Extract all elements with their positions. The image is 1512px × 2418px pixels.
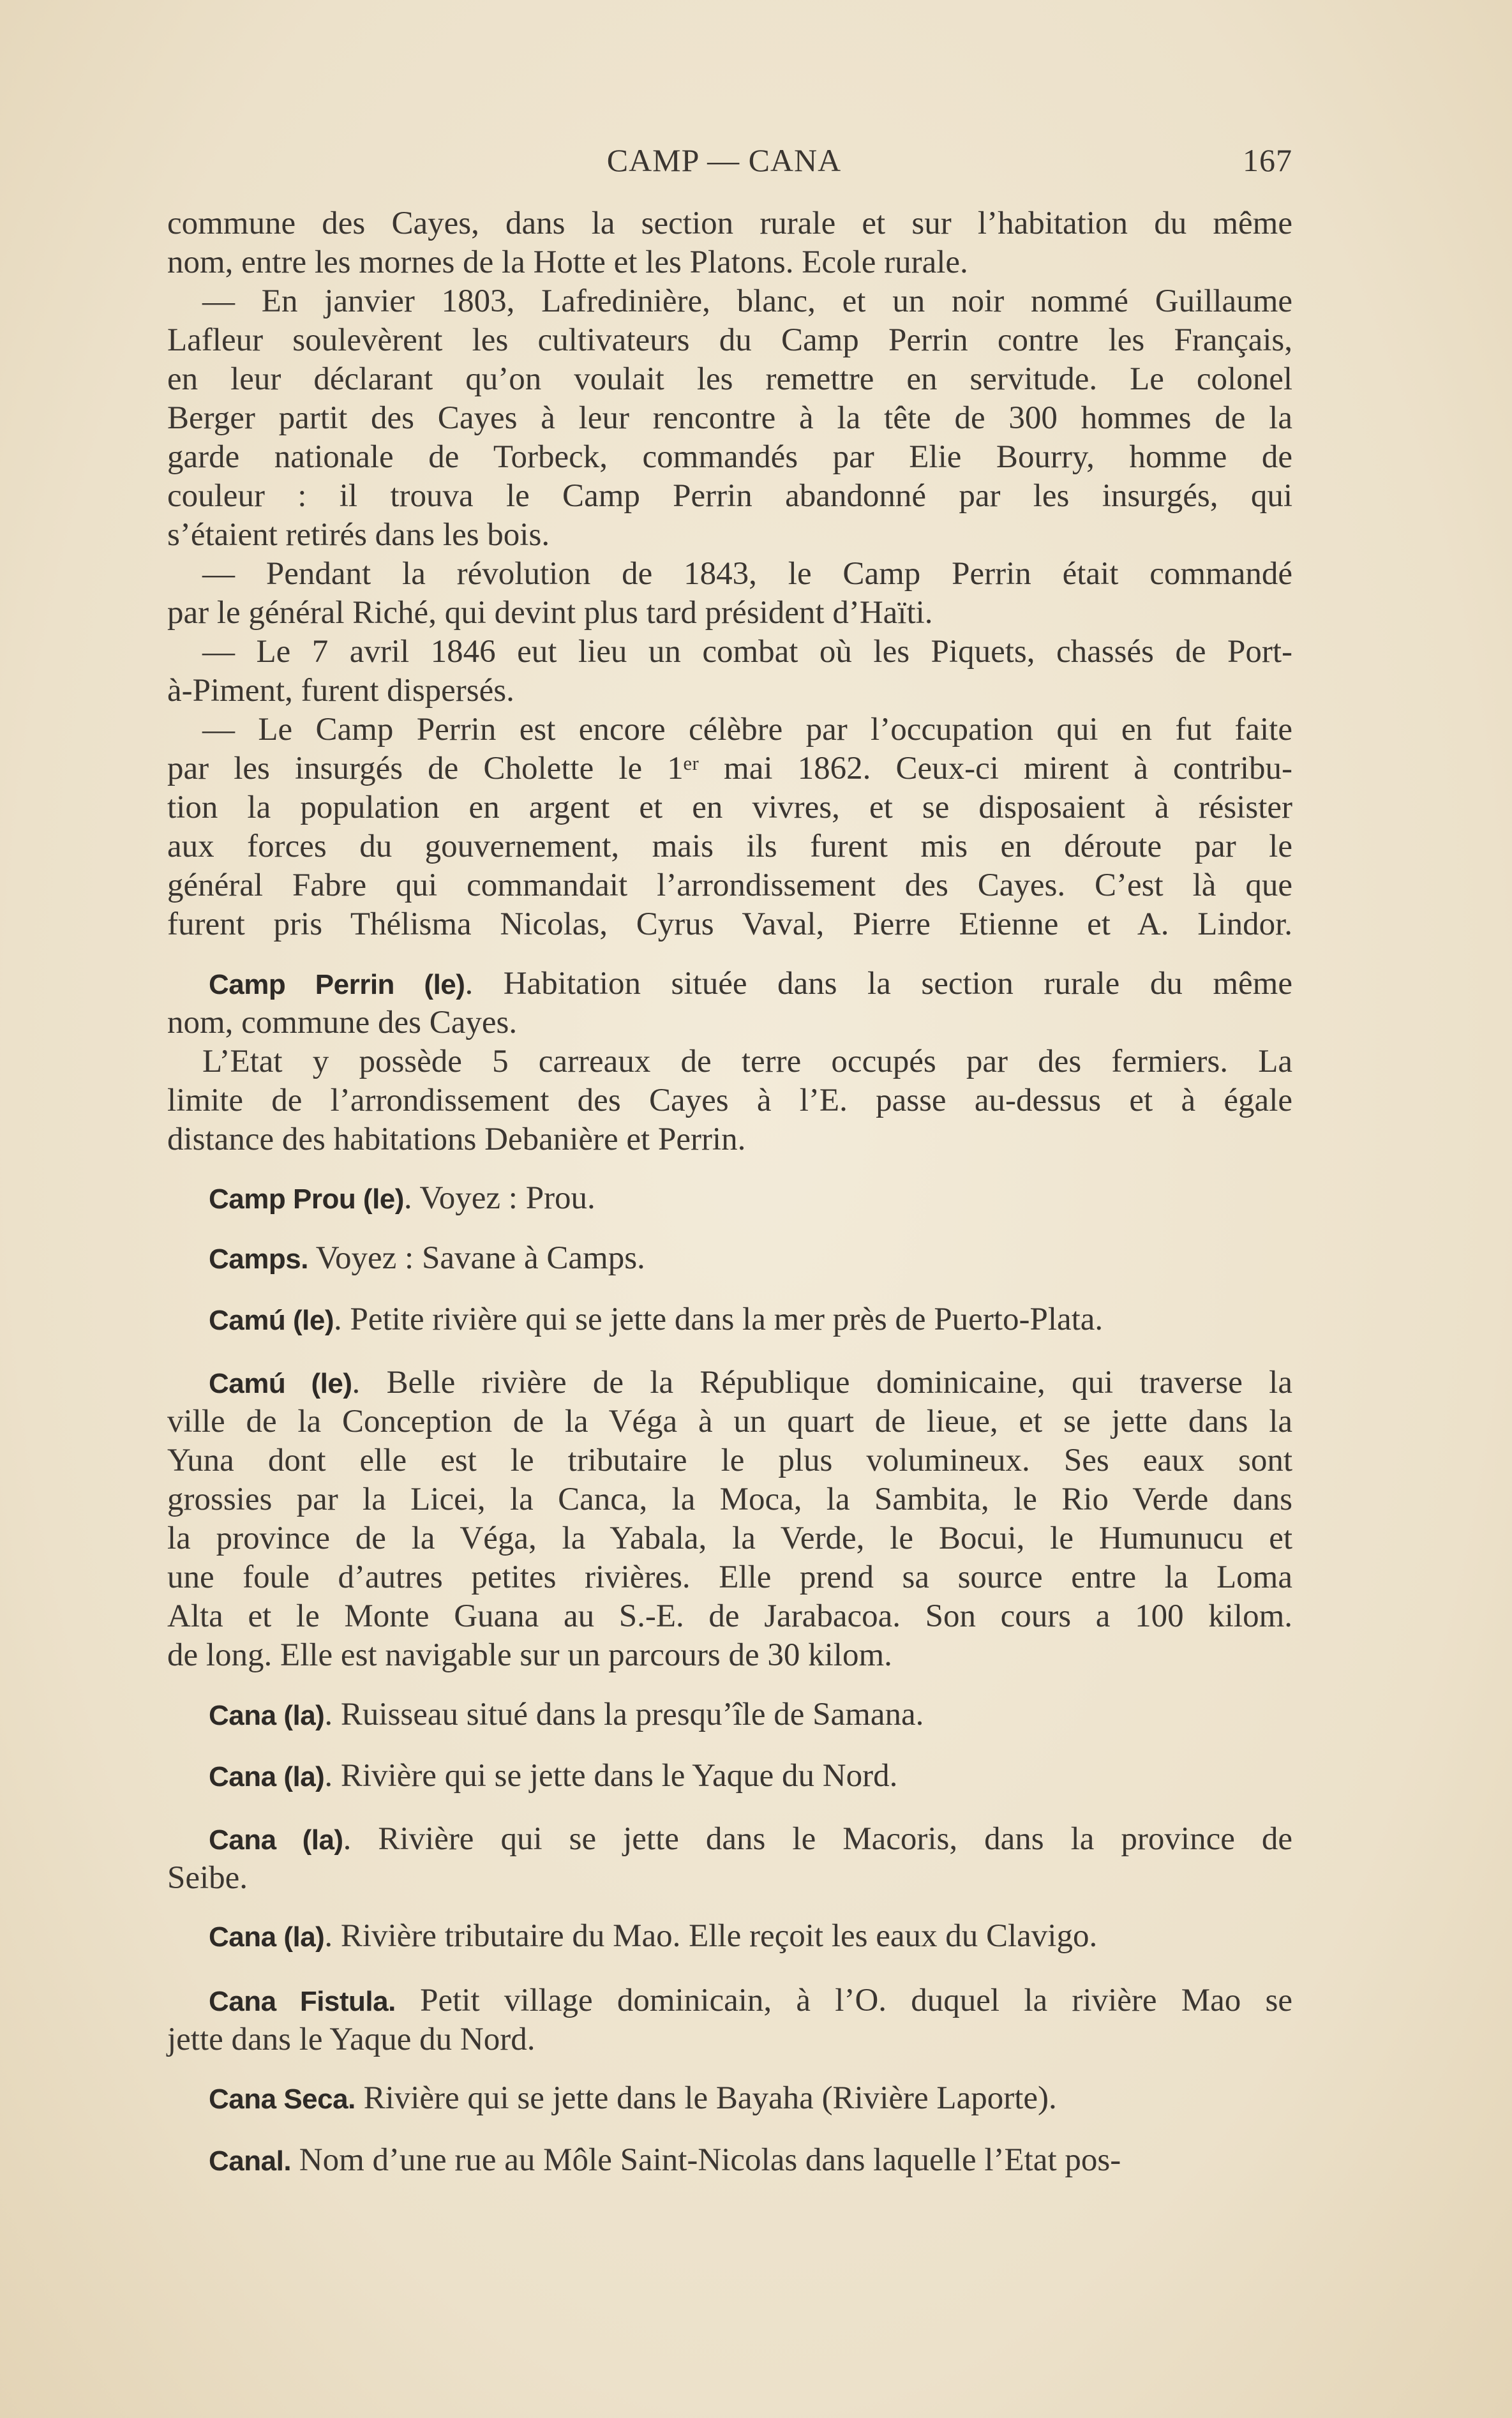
- line-text: . Rivière qui se jette dans le Yaque du Nord.: [324, 1758, 898, 1794]
- line-text: . Rivière qui se jette dans le Macoris, dans la province de: [343, 1821, 1292, 1857]
- text-line: [167, 788, 1292, 827]
- text-line: [167, 2020, 1292, 2059]
- entry-headword: Canal.: [209, 2145, 292, 2177]
- text-line: [167, 1179, 1292, 1218]
- text-line: [167, 555, 1292, 594]
- dictionary-entry: [167, 1179, 1292, 1218]
- text-line: [167, 1859, 1292, 1898]
- text-line: [167, 1402, 1292, 1441]
- line-text: . Voyez : Prou.: [403, 1180, 595, 1216]
- entry-headword: Camú (le): [209, 1368, 352, 1399]
- text-line: [167, 1519, 1292, 1558]
- text-line: [167, 438, 1292, 477]
- text-line: [167, 360, 1292, 399]
- line-text: — En janvier 1803, Lafredinière, blanc, et un noir nommé Guillaume: [202, 283, 1292, 319]
- entry-headword: Cana Seca.: [209, 2084, 356, 2115]
- line-text: la province de la Véga, la Yabala, la Verde, le Bocui, le Humunucu et: [167, 1521, 1292, 1556]
- text-line: [167, 1081, 1292, 1120]
- dictionary-entry: [167, 1917, 1292, 1956]
- line-text: par le général Riché, qui devint plus tard président d’Haïti.: [167, 595, 933, 631]
- line-text: aux forces du gouvernement, mais ils furent mis en déroute par le: [167, 829, 1292, 864]
- dictionary-entry: [167, 1239, 1292, 1278]
- line-text: Voyez : Savane à Camps.: [308, 1240, 645, 1276]
- line-text: . Ruisseau situé dans la presqu’île de Samana.: [324, 1697, 924, 1732]
- entry-continuation: [167, 204, 1292, 944]
- line-text: L’Etat y possède 5 carreaux de terre occupés par des fermiers. La: [202, 1044, 1292, 1079]
- dictionary-entry: [167, 1981, 1292, 2059]
- text-line: [167, 321, 1292, 360]
- text-line: [167, 633, 1292, 672]
- text-line: [167, 2079, 1292, 2118]
- text-line: [167, 866, 1292, 905]
- text-line: [167, 1558, 1292, 1597]
- line-text: — Le 7 avril 1846 eut lieu un combat où les Piquets, chassés de Port-: [202, 634, 1292, 670]
- line-text: Seibe.: [167, 1860, 248, 1896]
- text-line: [167, 672, 1292, 710]
- line-text: tion la population en argent et en vivres, et se disposaient à résister: [167, 790, 1292, 825]
- line-text: — Pendant la révolution de 1843, le Camp Perrin était commandé: [202, 556, 1292, 592]
- line-text: furent pris Thélisma Nicolas, Cyrus Vaval, Pierre Etienne et A. Lindor.: [167, 906, 1292, 942]
- dictionary-entry: [167, 1757, 1292, 1796]
- text-line: [167, 1820, 1292, 1859]
- line-text: à-Piment, furent dispersés.: [167, 673, 514, 709]
- text-line: [167, 827, 1292, 866]
- text-line: [167, 1981, 1292, 2020]
- text-line: [167, 1239, 1292, 1278]
- text-line: [167, 749, 1292, 788]
- line-text: jette dans le Yaque du Nord.: [167, 2022, 535, 2057]
- text-line: [167, 1597, 1292, 1636]
- line-text: de long. Elle est navigable sur un parcours de 30 kilom.: [167, 1637, 892, 1673]
- line-text: une foule d’autres petites rivières. Elle prend sa source entre la Loma: [167, 1559, 1292, 1595]
- text-line: [167, 1003, 1292, 1042]
- text-line: [167, 965, 1292, 1003]
- text-line: [167, 204, 1292, 243]
- line-text: général Fabre qui commandait l’arrondissement des Cayes. C’est là que: [167, 867, 1292, 903]
- line-text: Yuna dont elle est le tributaire le plus volumineux. Ses eaux sont: [167, 1443, 1292, 1478]
- line-text: Nom d’une rue au Môle Saint-Nicolas dans laquelle l’Etat pos-: [291, 2142, 1121, 2178]
- text-line: [167, 1120, 1292, 1159]
- text-line: [167, 516, 1292, 555]
- entry-headword: Cana (la): [209, 1824, 343, 1856]
- dictionary-entry: [167, 2141, 1292, 2180]
- line-text: distance des habitations Debanière et Perrin.: [167, 1122, 746, 1157]
- text-line: [167, 905, 1292, 944]
- line-text: couleur : il trouva le Camp Perrin abandonné par les insurgés, qui: [167, 478, 1292, 514]
- line-text: s’étaient retirés dans les bois.: [167, 517, 550, 553]
- line-text: . Habitation située dans la section rurale du même: [465, 966, 1292, 1002]
- line-text: nom, commune des Cayes.: [167, 1005, 518, 1040]
- entry-headword: Cana Fistula.: [209, 1986, 396, 2017]
- dictionary-entry: [167, 2079, 1292, 2118]
- text-line: [167, 1480, 1292, 1519]
- text-line: [167, 1695, 1292, 1734]
- running-header-title: CAMP — CANA: [606, 142, 842, 178]
- entry-headword: Cana (la): [209, 1921, 325, 1953]
- text-line: [167, 1441, 1292, 1480]
- entry-headword: Camps.: [209, 1243, 308, 1275]
- line-text: . Rivière tributaire du Mao. Elle reçoit les eaux du Clavigo.: [324, 1918, 1098, 1954]
- line-text: Rivière qui se jette dans le Bayaha (Rivière Laporte).: [355, 2080, 1057, 2116]
- text-line: [167, 594, 1292, 633]
- line-text: — Le Camp Perrin est encore célèbre par l’occupation qui en fut faite: [202, 712, 1292, 747]
- dictionary-entry: [167, 1300, 1292, 1339]
- text-line: [167, 1757, 1292, 1796]
- line-text: Alta et le Monte Guana au S.-E. de Jarabacoa. Son cours a 100 kilom.: [167, 1598, 1292, 1634]
- line-text: ville de la Conception de la Véga à un quart de lieue, et se jette dans la: [167, 1404, 1292, 1439]
- text-line: [167, 282, 1292, 321]
- line-text: commune des Cayes, dans la section rurale et sur l’habitation du même: [167, 206, 1292, 241]
- entry-headword: Camp Perrin (le): [209, 969, 465, 1000]
- line-text: . Belle rivière de la République dominicaine, qui traverse la: [352, 1365, 1292, 1400]
- dictionary-entry: [167, 1820, 1292, 1898]
- line-text: Petit village dominicain, à l’O. duquel la rivière Mao se: [395, 1983, 1293, 2018]
- text-line: [167, 243, 1292, 282]
- text-line: [167, 1917, 1292, 1956]
- line-text: Berger partit des Cayes à leur rencontre à la tête de 300 hommes de la: [167, 400, 1292, 436]
- dictionary-entry: [167, 1363, 1292, 1675]
- entry-headword: Cana (la): [209, 1700, 325, 1731]
- entry-headword: Cana (la): [209, 1761, 325, 1792]
- text-line: [167, 2141, 1292, 2180]
- line-text: par les insurgés de Cholette le 1ᵉʳ mai 1862. Ceux-ci mirent à contribu-: [167, 751, 1292, 786]
- text-line: [167, 399, 1292, 438]
- line-text: limite de l’arrondissement des Cayes à l’E. passe au-dessus et à égale: [167, 1083, 1292, 1118]
- text-line: [167, 1300, 1292, 1339]
- text-line: [167, 1042, 1292, 1081]
- line-text: nom, entre les mornes de la Hotte et les Platons. Ecole rurale.: [167, 244, 968, 280]
- line-text: . Petite rivière qui se jette dans la mer près de Puerto-Plata.: [333, 1302, 1104, 1337]
- line-text: garde nationale de Torbeck, commandés par Elie Bourry, homme de: [167, 439, 1292, 475]
- dictionary-entry: [167, 965, 1292, 1159]
- text-line: [167, 477, 1292, 516]
- line-text: en leur déclarant qu’on voulait les remettre en servitude. Le colonel: [167, 361, 1292, 397]
- entry-headword: Camp Prou (le): [209, 1183, 404, 1215]
- text-line: [167, 1636, 1292, 1675]
- entry-headword: Camú (le): [209, 1305, 334, 1336]
- text-line: [167, 710, 1292, 749]
- line-text: Lafleur soulevèrent les cultivateurs du Camp Perrin contre les Français,: [167, 322, 1292, 358]
- dictionary-entry: [167, 1695, 1292, 1734]
- text-line: [167, 1363, 1292, 1402]
- page-number: 167: [1243, 142, 1292, 178]
- line-text: grossies par la Licei, la Canca, la Moca, la Sambita, le Rio Verde dans: [167, 1482, 1292, 1517]
